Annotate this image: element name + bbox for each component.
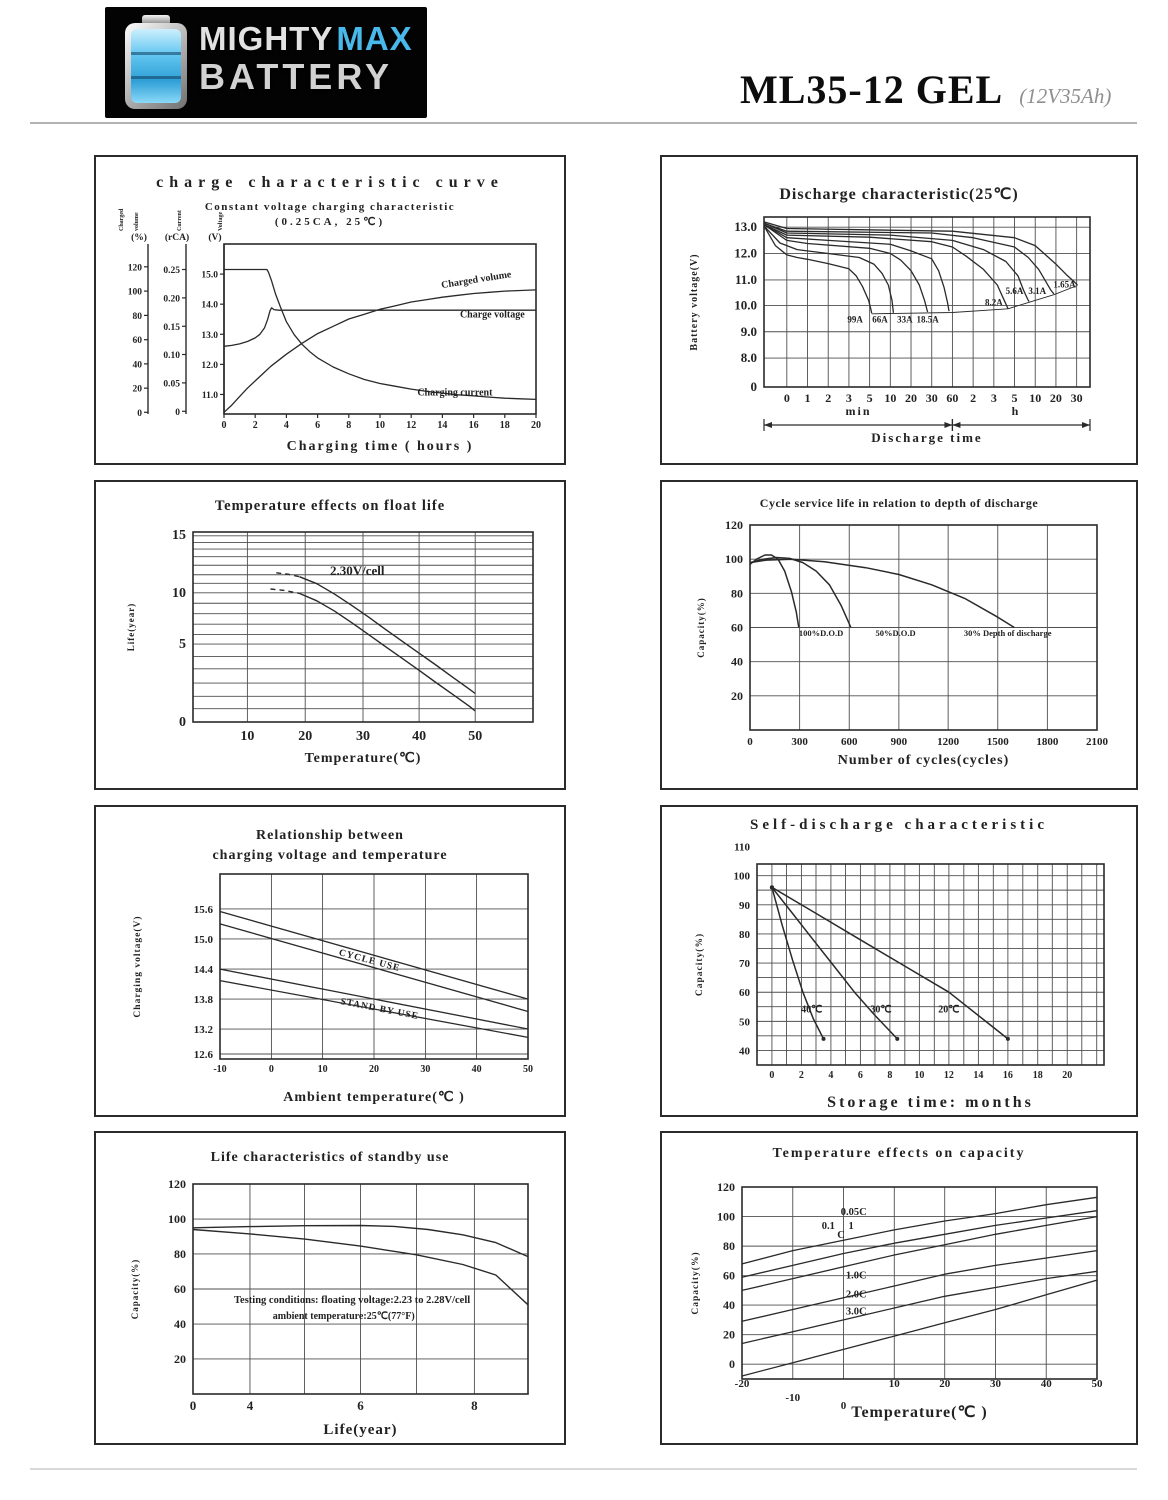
x-tick: 10: [317, 1064, 328, 1075]
series-2.0C: [742, 1271, 1097, 1343]
y-tick: 11.0: [201, 390, 218, 401]
x-tick: 0: [221, 420, 227, 431]
y-tick: 5: [179, 637, 186, 653]
annotation: Discharge time: [871, 430, 983, 445]
y-tick: 0: [179, 715, 186, 730]
y-tick: 20: [174, 1351, 186, 1366]
y-tick: 0.05: [163, 379, 180, 390]
chart-title: Temperature effects on float life: [214, 498, 446, 514]
y-tick: 80: [739, 928, 750, 941]
x-tick: 2: [825, 391, 832, 405]
x-tick: 6: [357, 1398, 364, 1413]
y-tick: 14.0: [201, 300, 218, 311]
series-0.1C: [742, 1211, 1097, 1278]
x-tick: 600: [840, 736, 858, 748]
x-tick: 8: [346, 420, 352, 431]
axis-word: Voltage: [218, 211, 224, 231]
x-tick: 40: [412, 729, 427, 744]
y-tick: 90: [739, 899, 750, 912]
annotation: 8.2A: [984, 297, 1003, 308]
annotation: 20℃: [938, 1004, 960, 1016]
x-tick: 300: [791, 736, 808, 748]
annotation: CYCLE USE: [337, 948, 402, 975]
annotation: h: [1011, 404, 1019, 418]
y-tick: 15: [172, 527, 186, 543]
annotation: 0.05C: [840, 1207, 867, 1219]
y-tick: 60: [739, 987, 750, 1000]
x-tick: 4: [246, 1398, 254, 1413]
x-tick: 0: [769, 1070, 775, 1081]
x-tick: 4: [828, 1070, 834, 1081]
y-tick: 0: [729, 1357, 735, 1372]
axis-word: Current: [177, 210, 183, 231]
model-header: [740, 66, 1160, 113]
discharge-characteristic-chart: [662, 157, 1136, 463]
x-tick: 8: [887, 1070, 893, 1081]
annotation: 1.65A: [1053, 279, 1076, 290]
x-tick: 0: [840, 1400, 847, 1412]
x-tick: 20: [905, 391, 918, 405]
axis-unit: (%): [131, 233, 147, 243]
x-tick: 5: [1011, 391, 1018, 405]
chart-title: Relationship between: [256, 828, 404, 843]
y-tick: 60: [723, 1268, 735, 1283]
x-tick: 30: [925, 391, 938, 405]
y-tick: 15.0: [201, 270, 218, 281]
y-tick: 14.4: [193, 964, 213, 977]
x-tick: 20: [531, 420, 541, 431]
y-axis-label: Capacity(%): [130, 1258, 140, 1320]
x-tick: 20: [939, 1378, 951, 1390]
x-tick: 900: [890, 736, 908, 748]
x-tick: 12: [943, 1070, 954, 1081]
chart-title: Self-discharge characteristic: [749, 817, 1049, 833]
y-tick: 10.0: [734, 297, 757, 313]
chart-subtitle: charging voltage and temperature: [212, 848, 448, 863]
y-tick: 40: [739, 1045, 750, 1058]
charging-voltage-vs-temperature-chart: [96, 807, 564, 1115]
x-tick: 50: [1091, 1378, 1103, 1390]
x-tick: 30: [420, 1064, 431, 1075]
y-tick: 11.0: [734, 271, 757, 287]
y-tick: 13.0: [201, 330, 218, 341]
x-tick: -10: [785, 1392, 801, 1404]
y-tick: 9.0: [740, 323, 757, 339]
annotation: ambient temperature:25℃(77°F): [272, 1310, 415, 1322]
self-discharge-characteristic: [660, 805, 1138, 1117]
y-axis-label: Capacity(%): [695, 932, 705, 997]
y-tick: 110: [734, 841, 750, 854]
annotation: 2.30V/cell: [329, 562, 385, 578]
y-tick: 100: [168, 1212, 186, 1227]
x-tick: 1200: [937, 736, 960, 748]
annotation: 18.5A: [916, 314, 939, 325]
x-tick: 3: [990, 391, 997, 405]
chart-title: Life characteristics of standby use: [210, 1150, 450, 1165]
logo-battery: BATTERY: [199, 56, 393, 97]
x-tick: 5: [866, 391, 873, 405]
x-tick: 30: [1070, 391, 1083, 405]
annotation: 5.6A: [1005, 285, 1024, 296]
x-tick: 10: [914, 1070, 925, 1081]
annotation: 3.0C: [845, 1306, 867, 1318]
x-tick: 1500: [986, 736, 1009, 748]
x-tick: 10: [375, 420, 385, 431]
x-tick: 6: [857, 1070, 863, 1081]
x-tick: 2100: [1086, 736, 1108, 748]
model-rating: (12V35Ah): [1019, 84, 1112, 108]
y-tick: 20: [731, 688, 743, 703]
y-tick: 13.8: [193, 994, 213, 1007]
y-tick: 15.0: [193, 933, 213, 946]
x-tick: 50: [523, 1064, 533, 1075]
annotation: min: [845, 404, 872, 418]
x-tick: 60: [946, 391, 959, 405]
x-tick: 0: [747, 736, 753, 748]
y-tick: 0: [137, 408, 142, 419]
annotation: 30% Depth of discharge: [963, 628, 1052, 639]
annotation: Charged volume: [440, 269, 513, 292]
x-tick: 30: [989, 1378, 1001, 1390]
annotation: 0.1: [821, 1221, 835, 1233]
series-3.0C: [742, 1280, 1097, 1376]
charge-characteristic-curve-chart: [96, 157, 564, 463]
series-0.05C: [742, 1197, 1097, 1264]
temperature-effects-on-capacity: [660, 1131, 1138, 1445]
x-tick: 3: [845, 391, 852, 405]
logo-mighty: MIGHTY: [199, 20, 334, 57]
annotation: Charging current: [417, 387, 493, 399]
charge-characteristic-curve: [94, 155, 566, 465]
x-tick: 4: [283, 420, 289, 431]
y-tick: 120: [725, 518, 743, 532]
x-tick: 2: [798, 1070, 804, 1081]
life-characteristics-of-standby-use-chart: [96, 1133, 564, 1443]
y-tick: 60: [174, 1282, 186, 1296]
series-50% D.O.D: [750, 558, 851, 628]
y-tick: 80: [132, 311, 142, 322]
annotation: 1: [848, 1221, 854, 1233]
y-tick: 20: [723, 1327, 735, 1342]
x-tick: 1800: [1036, 736, 1059, 748]
x-axis-label: Life(year): [323, 1422, 398, 1438]
axis-unit: (rCA): [164, 233, 190, 243]
cycle-service-life-chart: [662, 482, 1136, 788]
x-tick: 20: [298, 729, 313, 744]
y-tick: 20: [132, 384, 142, 395]
y-tick: 8.0: [740, 350, 757, 366]
chart-subtitle: (0.25CA, 25℃): [274, 216, 386, 228]
annotation: 1.0C: [845, 1270, 867, 1282]
charging-voltage-vs-temperature: [94, 805, 566, 1117]
x-tick: 50: [468, 729, 483, 744]
y-tick: 40: [731, 654, 743, 669]
y-tick: 120: [717, 1180, 735, 1194]
x-tick: 2: [252, 420, 258, 431]
series-66A: [764, 226, 893, 313]
x-axis-label: Ambient temperature(℃ ): [283, 1090, 465, 1105]
x-tick: 0: [268, 1064, 274, 1075]
y-tick: 0.10: [163, 351, 180, 361]
brand-wordmark: [199, 21, 419, 97]
x-axis-label: Storage time: months: [827, 1094, 1034, 1111]
y-tick: 15.6: [193, 903, 213, 916]
model-number: ML35-12 GEL: [740, 67, 1004, 112]
y-tick: 120: [168, 1177, 186, 1191]
y-tick: 60: [132, 336, 142, 347]
x-tick: 20: [1062, 1070, 1073, 1081]
temperature-effects-on-float-life: [94, 480, 566, 790]
series-2.30V/cell upper: [299, 577, 475, 694]
y-tick: 40: [174, 1317, 186, 1332]
y-tick: 100: [127, 287, 142, 298]
x-tick: 40: [1040, 1378, 1052, 1390]
x-tick: 40: [471, 1064, 482, 1075]
x-tick: 10: [884, 391, 897, 405]
y-tick: 0: [750, 379, 757, 394]
series-99A: [764, 226, 872, 313]
annotation: Testing conditions: floating voltage:2.23 to 2.28V/cell: [234, 1295, 471, 1307]
battery-icon: [125, 15, 187, 110]
x-tick: 20: [1049, 391, 1062, 405]
x-tick: 8: [471, 1398, 478, 1413]
annotation: STAND BY USE: [339, 997, 420, 1023]
x-tick: 10: [240, 729, 255, 744]
cycle-service-life: [660, 480, 1138, 790]
y-axis-label: Capacity(%): [691, 1251, 701, 1315]
chart-title: Discharge characteristic(25℃): [779, 186, 1019, 203]
annotation: 3.1A: [1028, 285, 1047, 296]
y-tick: 12.6: [193, 1049, 213, 1062]
x-tick: 0: [189, 1398, 197, 1413]
x-axis-label: Temperature(℃ ): [851, 1404, 988, 1421]
y-tick: 12.0: [201, 360, 218, 371]
axis-word: Charged: [119, 208, 125, 231]
x-tick: 20: [369, 1064, 379, 1075]
y-tick: 13.0: [734, 219, 757, 235]
temperature-effects-on-capacity-chart: [662, 1133, 1136, 1443]
chart-title: Temperature effects on capacity: [772, 1146, 1026, 1161]
x-tick: 1: [804, 391, 811, 405]
y-tick: 60: [731, 620, 743, 635]
x-tick: 14: [437, 420, 448, 431]
y-tick: 80: [723, 1239, 735, 1254]
x-axis-label: Charging time ( hours ): [286, 439, 474, 454]
y-tick: 0.25: [163, 266, 180, 276]
series-1.0C: [742, 1251, 1097, 1322]
y-tick: 13.2: [193, 1024, 213, 1037]
y-tick: 0.15: [163, 322, 180, 333]
y-tick: 10: [172, 585, 186, 601]
y-tick: 120: [127, 263, 142, 274]
x-tick: -20: [734, 1378, 750, 1390]
x-tick: 16: [468, 420, 479, 431]
y-tick: 100: [717, 1209, 735, 1224]
annotation: 66A: [872, 314, 888, 325]
annotation: 2.0C: [845, 1289, 867, 1301]
y-tick: 0: [175, 407, 180, 418]
y-axis-label: Battery voltage(V): [689, 253, 700, 351]
x-tick: 12: [406, 420, 417, 431]
chart-title: Cycle service life in relation to depth of discharge: [759, 496, 1039, 510]
annotation: 99A: [847, 314, 863, 325]
annotation: 33A: [897, 314, 913, 325]
x-tick: 6: [315, 420, 321, 431]
y-tick: 100: [725, 552, 743, 567]
logo-max: MAX: [336, 20, 413, 57]
x-tick: 10: [888, 1378, 900, 1390]
x-tick: -10: [213, 1064, 227, 1075]
y-tick: 12.0: [734, 245, 757, 261]
x-tick: 30: [356, 729, 370, 744]
y-tick: 70: [739, 958, 750, 971]
y-axis-label: Capacity(%): [696, 597, 706, 658]
series-Charging current: [224, 270, 536, 400]
x-tick: 10: [1029, 391, 1042, 405]
life-characteristics-of-standby-use: [94, 1131, 566, 1445]
temperature-effects-on-float-life-chart: [96, 482, 564, 788]
axis-word: volume: [134, 212, 140, 231]
annotation: 50%D.O.D: [875, 628, 916, 639]
series-2.30V/cell lower: [299, 593, 475, 711]
chart-subtitle: Constant voltage charging characteristic: [204, 201, 456, 213]
y-axis-label: Charging voltage(V): [133, 915, 143, 1018]
y-tick: 40: [723, 1298, 735, 1313]
y-tick: 80: [174, 1246, 186, 1261]
x-tick: 16: [1002, 1070, 1013, 1081]
y-tick: 100: [733, 870, 750, 883]
y-axis-label: Life(year): [126, 602, 136, 652]
x-tick: 14: [973, 1070, 984, 1081]
brand-logo: [105, 7, 427, 118]
y-tick: 40: [132, 360, 142, 371]
axis-unit: (V): [208, 233, 222, 243]
self-discharge-characteristic-chart: [662, 807, 1136, 1115]
chart-title: charge characteristic curve: [156, 174, 504, 191]
series-100% D.O.D: [750, 555, 799, 628]
x-tick: 0: [783, 391, 790, 405]
x-tick: 18: [499, 420, 510, 431]
header-divider: [30, 122, 1137, 124]
series-end-line: [872, 286, 1078, 314]
y-tick: 50: [739, 1016, 750, 1029]
annotation: 100%D.O.D: [798, 628, 844, 639]
annotation: 40℃: [801, 1004, 823, 1016]
y-tick: 80: [731, 586, 743, 601]
x-axis-label: Temperature(℃): [304, 751, 422, 766]
annotation: Charge voltage: [459, 309, 525, 321]
annotation: C: [837, 1230, 845, 1242]
x-tick: 2: [970, 391, 977, 405]
x-axis-label: Number of cycles(cycles): [837, 753, 1010, 768]
annotation: 30℃: [870, 1004, 892, 1016]
y-tick: 0.20: [163, 294, 180, 305]
x-tick: 18: [1032, 1070, 1043, 1081]
footer-divider: [30, 1468, 1137, 1470]
discharge-characteristic: [660, 155, 1138, 465]
